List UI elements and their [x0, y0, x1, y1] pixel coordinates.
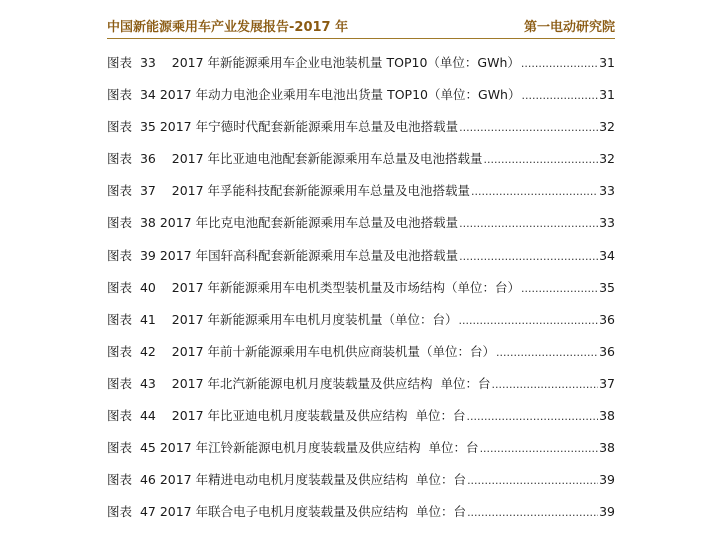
dot-leader: [459, 119, 598, 137]
toc-entry-label: 图表 37 2017 年孚能科技配套新能源乘用车总量及电池搭载量: [107, 183, 471, 199]
toc-entry-label: 图表 40 2017 年新能源乘用车电机类型装机量及市场结构（单位：台）: [107, 279, 521, 295]
toc-page-number: 32: [599, 151, 615, 167]
toc-entry-label: 图表 38 2017 年比克电池配套新能源乘用车总量及电池搭载量: [107, 215, 459, 231]
toc-entry[interactable]: [107, 439, 615, 471]
toc-page-number: 32: [599, 119, 615, 135]
toc-page-number: 31: [599, 55, 615, 70]
dot-leader: [459, 215, 598, 233]
toc-entry-label: 图表 45 2017 年江铃新能源电机月度装载量及供应结构 单位：台: [107, 440, 479, 456]
dot-leader: [521, 55, 598, 73]
toc-entry[interactable]: [107, 343, 615, 375]
dot-leader: [521, 280, 598, 298]
dot-leader: [521, 87, 598, 105]
table-of-contents: [107, 54, 615, 535]
toc-entry-label: 图表 36 2017 年比亚迪电池配套新能源乘用车总量及电池搭载量: [107, 151, 483, 167]
toc-entry-label: 图表 47 2017 年联合电子电机月度装载量及供应结构 单位：台: [107, 504, 467, 520]
toc-page-number: 36: [599, 343, 615, 359]
toc-entry[interactable]: [107, 311, 615, 343]
toc-entry[interactable]: [107, 279, 615, 311]
dot-leader: [467, 504, 598, 522]
toc-entry-label: 图表 34 2017 年动力电池企业乘用车电池出货量 TOP10（单位：GWh）: [107, 87, 521, 103]
toc-entry[interactable]: [107, 247, 615, 279]
toc-page-number: 39: [599, 504, 615, 520]
toc-entry-label: 图表 41 2017 年新能源乘用车电机月度装机量（单位：台）: [107, 311, 458, 327]
toc-entry-label: 图表 39 2017 年国轩高科配套新能源乘用车总量及电池搭载量: [107, 247, 459, 263]
toc-entry[interactable]: [107, 86, 615, 118]
toc-entry-label: 图表 35 2017 年宁德时代配套新能源乘用车总量及电池搭载量: [107, 119, 459, 135]
toc-page-number: 37: [599, 375, 615, 391]
toc-page-number: 39: [599, 472, 615, 488]
organization-name: 第一电动研究院: [523, 20, 615, 35]
toc-entry-label: 图表 43 2017 年北汽新能源电机月度装载量及供应结构 单位：台: [107, 375, 491, 391]
toc-page-number: 33: [599, 215, 615, 231]
toc-entry[interactable]: [107, 150, 615, 182]
report-title: 中国新能源乘用车产业发展报告-2017 年: [107, 20, 349, 35]
toc-entry-label: 图表 44 2017 年比亚迪电机月度装载量及供应结构 单位：台: [107, 408, 466, 424]
dot-leader: [480, 440, 599, 458]
dot-leader: [471, 183, 598, 201]
toc-page-number: 36: [599, 311, 615, 327]
dot-leader: [484, 151, 599, 169]
dot-leader: [467, 472, 598, 490]
toc-entry[interactable]: [107, 214, 615, 246]
toc-entry[interactable]: [107, 471, 615, 503]
toc-entry[interactable]: [107, 503, 615, 535]
page-header: [107, 14, 615, 39]
dot-leader: [459, 312, 599, 330]
toc-entry-label: 图表 33 2017 年新能源乘用车企业电池装机量 TOP10（单位：GWh）: [107, 55, 520, 70]
toc-page-number: 33: [599, 183, 615, 199]
toc-page-number: 38: [599, 440, 615, 456]
toc-entry[interactable]: [107, 375, 615, 407]
dot-leader: [496, 344, 598, 362]
toc-entry-label: 图表 42 2017 年前十新能源乘用车电机供应商装机量（单位：台）: [107, 343, 496, 359]
toc-entry[interactable]: [107, 54, 615, 86]
dot-leader: [459, 248, 598, 266]
toc-entry[interactable]: [107, 182, 615, 214]
toc-entry[interactable]: [107, 407, 615, 439]
toc-page-number: 38: [599, 408, 615, 424]
dot-leader: [466, 408, 598, 426]
dot-leader: [491, 376, 598, 394]
toc-page-number: 31: [599, 87, 615, 103]
toc-entry[interactable]: [107, 118, 615, 150]
toc-page-number: 35: [599, 279, 615, 295]
toc-entry-label: 图表 46 2017 年精进电动电机月度装载量及供应结构 单位：台: [107, 472, 467, 488]
toc-page-number: 34: [599, 247, 615, 263]
